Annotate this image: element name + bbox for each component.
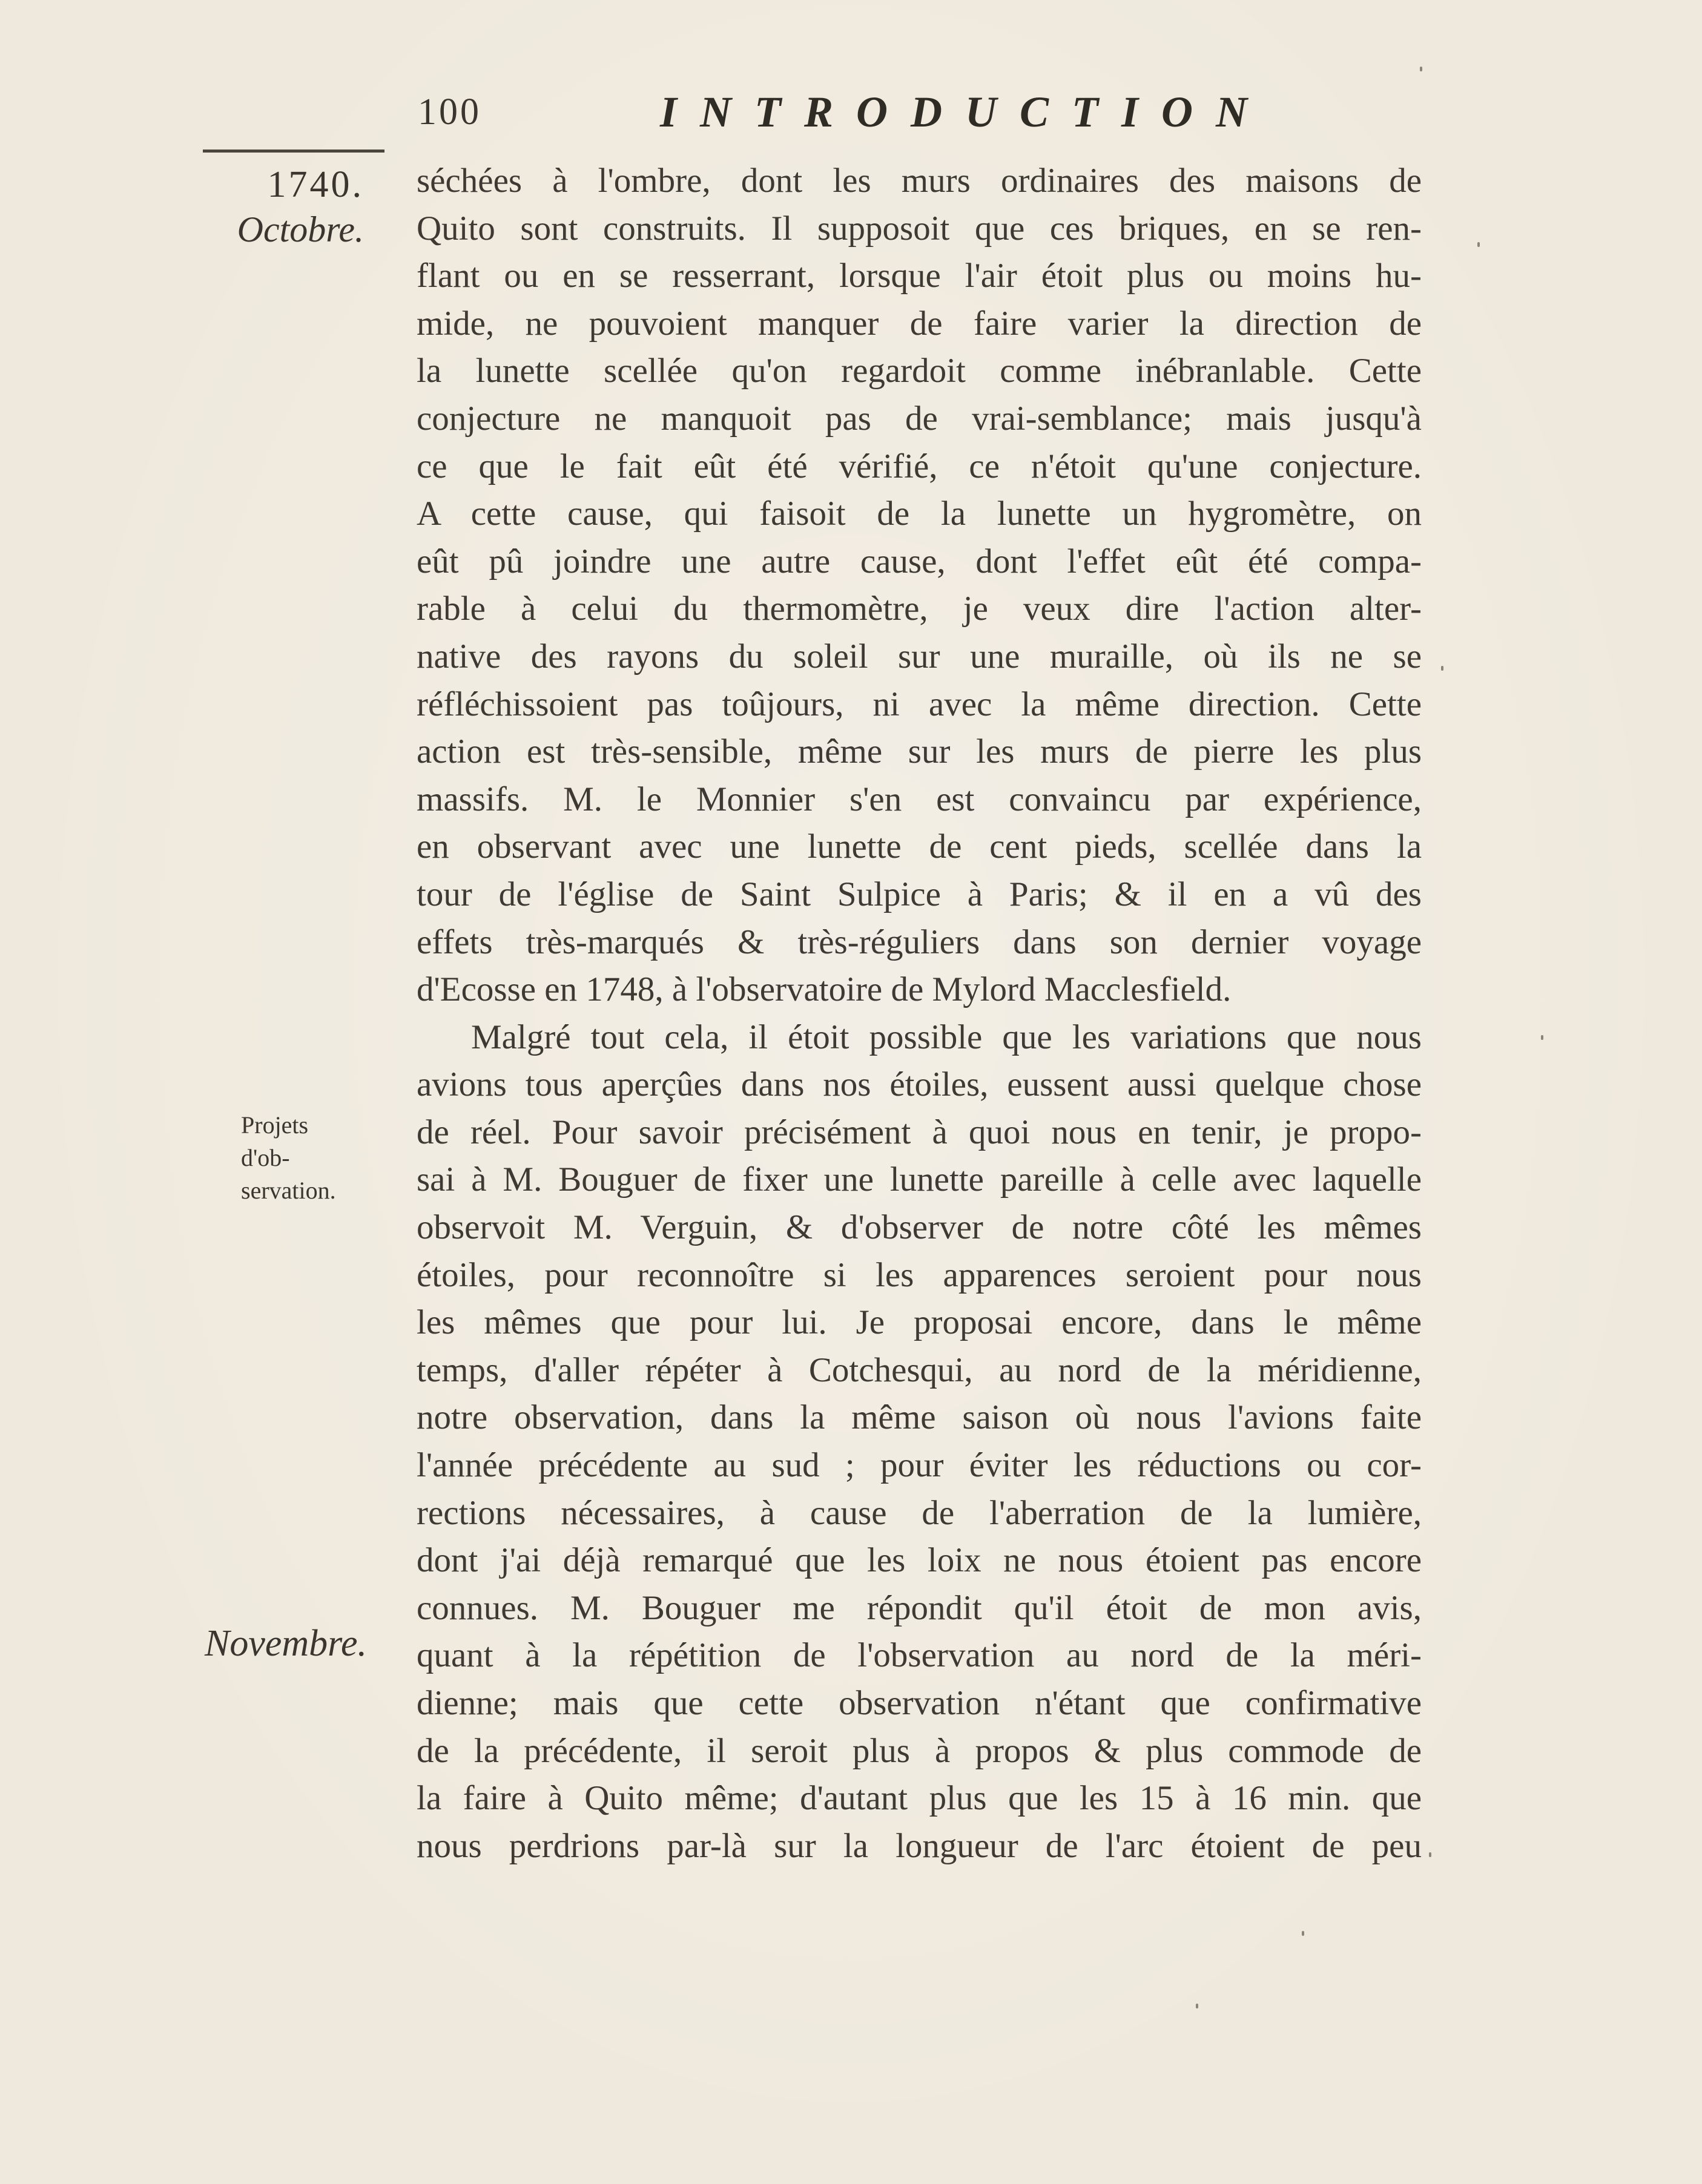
text-line: sai à M. Bouguer de fixer une lunette pareille à celle avec laquelle — [417, 1160, 1422, 1199]
text-line: quant à la répétition de l'observation au nord de la méri- — [417, 1636, 1422, 1675]
running-title: INTRODUCTION — [660, 88, 1271, 136]
text-line: effets très-marqués & très-réguliers dans son dernier voyage — [417, 923, 1422, 961]
text-line: massifs. M. le Monnier s'en est convaincu par expérience, — [417, 780, 1422, 818]
paper-speck — [1420, 67, 1422, 71]
body-text — [417, 157, 1422, 1870]
margin-rule — [203, 150, 384, 153]
text-line: de réel. Pour savoir précisément à quoi nous en tenir, je propo- — [417, 1113, 1422, 1151]
text-line: dienne; mais que cette observation n'étant que confirmative — [417, 1684, 1422, 1722]
text-line: l'année précédente au sud ; pour éviter les réductions ou cor- — [417, 1446, 1422, 1485]
margin-note-projets: Projets d'ob-servation. — [241, 1111, 336, 1204]
text-line: temps, d'aller répéter à Cotchesqui, au nord de la méridienne, — [417, 1350, 1422, 1389]
text-line: la lunette scellée qu'on regardoit comme inébranlable. Cette — [417, 352, 1422, 390]
text-line: ce que le fait eût été vérifié, ce n'étoit qu'une conjecture. — [417, 447, 1422, 485]
paper-speck — [1477, 242, 1480, 247]
text-line: étoiles, pour reconnoître si les apparences seroient pour nous — [417, 1255, 1422, 1294]
text-line: eût pû joindre une autre cause, dont l'effet eût été compa- — [417, 542, 1422, 581]
text-line: A cette cause, qui faisoit de la lunette un hygromètre, on — [417, 495, 1422, 533]
margin-note-november: Novembre. — [204, 1623, 367, 1664]
text-line: observoit M. Verguin, & d'observer de notre côté les mêmes — [417, 1208, 1422, 1247]
margin-note-october: Octobre. — [237, 209, 364, 249]
margin-note-year: 1740. — [267, 164, 364, 205]
text-line: en observant avec une lunette de cent pieds, scellée dans la — [417, 827, 1422, 866]
text-line: conjecture ne manquoit pas de vrai-semblance; mais jusqu'à — [417, 399, 1422, 438]
text-line: flant ou en se resserrant, lorsque l'air étoit plus ou moins hu- — [417, 257, 1422, 295]
text-line: rable à celui du thermomètre, je veux dire l'action alter- — [417, 590, 1422, 628]
text-line: les mêmes que pour lui. Je proposai encore, dans le même — [417, 1303, 1422, 1342]
text-line: action est très-sensible, même sur les murs de pierre les plus — [417, 732, 1422, 771]
text-line: séchées à l'ombre, dont les murs ordinaires des maisons de — [417, 162, 1422, 200]
page-header — [418, 88, 1435, 145]
paper-speck — [1429, 1852, 1431, 1857]
text-line: la faire à Quito même; d'autant plus que les 15 à 16 min. que — [417, 1779, 1422, 1818]
text-line-paragraph-start: Malgré tout cela, il étoit possible que les variations que nous — [471, 1018, 1422, 1056]
paper-speck — [1302, 1931, 1304, 1936]
paper-speck — [1541, 1035, 1543, 1040]
text-line: connues. M. Bouguer me répondit qu'il étoit de mon avis, — [417, 1588, 1422, 1627]
paper-speck — [1196, 2004, 1198, 2008]
text-line: Quito sont construits. Il supposoit que ces briques, en se ren- — [417, 209, 1422, 248]
text-line: tour de l'église de Saint Sulpice à Paris; & il en a vû des — [417, 875, 1422, 913]
text-line: mide, ne pouvoient manquer de faire varier la direction de — [417, 304, 1422, 343]
text-line: notre observation, dans la même saison où nous l'avions faite — [417, 1398, 1422, 1437]
text-line: rections nécessaires, à cause de l'aberration de la lumière, — [417, 1493, 1422, 1532]
page-number: 100 — [418, 91, 481, 133]
paper-speck — [1441, 666, 1443, 671]
text-line: avions tous aperçûes dans nos étoiles, eussent aussi quelque chose — [417, 1065, 1422, 1104]
text-line: nous perdrions par-là sur la longueur de l'arc étoient de peu — [417, 1826, 1422, 1865]
text-line: native des rayons du soleil sur une muraille, où ils ne se — [417, 637, 1422, 676]
text-line: dont j'ai déjà remarqué que les loix ne nous étoient pas encore — [417, 1541, 1422, 1580]
text-line: de la précédente, il seroit plus à propos & plus commode de — [417, 1731, 1422, 1770]
text-line: réfléchissoient pas toûjours, ni avec la même direction. Cette — [417, 685, 1422, 723]
text-line: d'Ecosse en 1748, à l'observatoire de Mylord Macclesfield. — [417, 970, 1232, 1009]
